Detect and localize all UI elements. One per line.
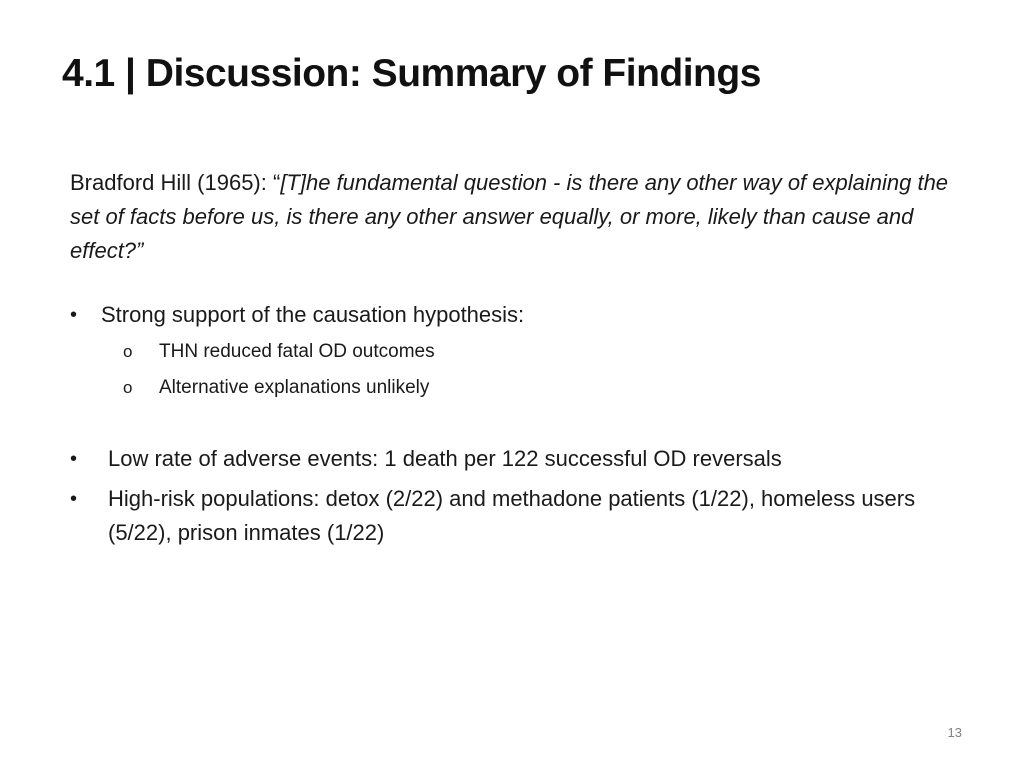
quote-attribution: Bradford Hill (1965): “ xyxy=(70,170,281,195)
sub-bullet-text: Alternative explanations unlikely xyxy=(159,377,430,398)
bullet-marker: • xyxy=(70,488,78,510)
quote-text: [T]he fundamental question - is there any other way of explaining the set of facts before us, is there any other answer equally, or more, likely than cause and effect?” xyxy=(70,170,949,263)
list-item xyxy=(70,442,970,476)
bullet-text: Strong support of the causation hypothesis: xyxy=(101,302,525,327)
list-item xyxy=(70,482,970,550)
list-item xyxy=(70,298,970,406)
sub-list-item xyxy=(101,370,970,406)
sub-bullet-marker: o xyxy=(123,378,133,397)
sub-bullet-marker: o xyxy=(123,342,133,361)
bullet-marker: • xyxy=(70,448,78,470)
slide-title: 4.1 | Discussion: Summary of Findings xyxy=(62,52,761,95)
bullet-marker: • xyxy=(70,304,78,326)
sub-bullet-list xyxy=(101,334,970,406)
page-number: 13 xyxy=(947,725,962,740)
bullet-text: High-risk populations: detox (2/22) and methadone patients (1/22), homeless users (5/22), prison inmates (1/22) xyxy=(108,486,916,545)
sub-list-item xyxy=(101,334,970,370)
bullet-text: Low rate of adverse events: 1 death per 122 successful OD reversals xyxy=(108,446,782,471)
findings-bullet-list xyxy=(70,442,970,556)
causation-bullet-list xyxy=(70,298,970,406)
bradford-hill-quote xyxy=(70,166,960,268)
sub-bullet-text: THN reduced fatal OD outcomes xyxy=(159,341,435,362)
